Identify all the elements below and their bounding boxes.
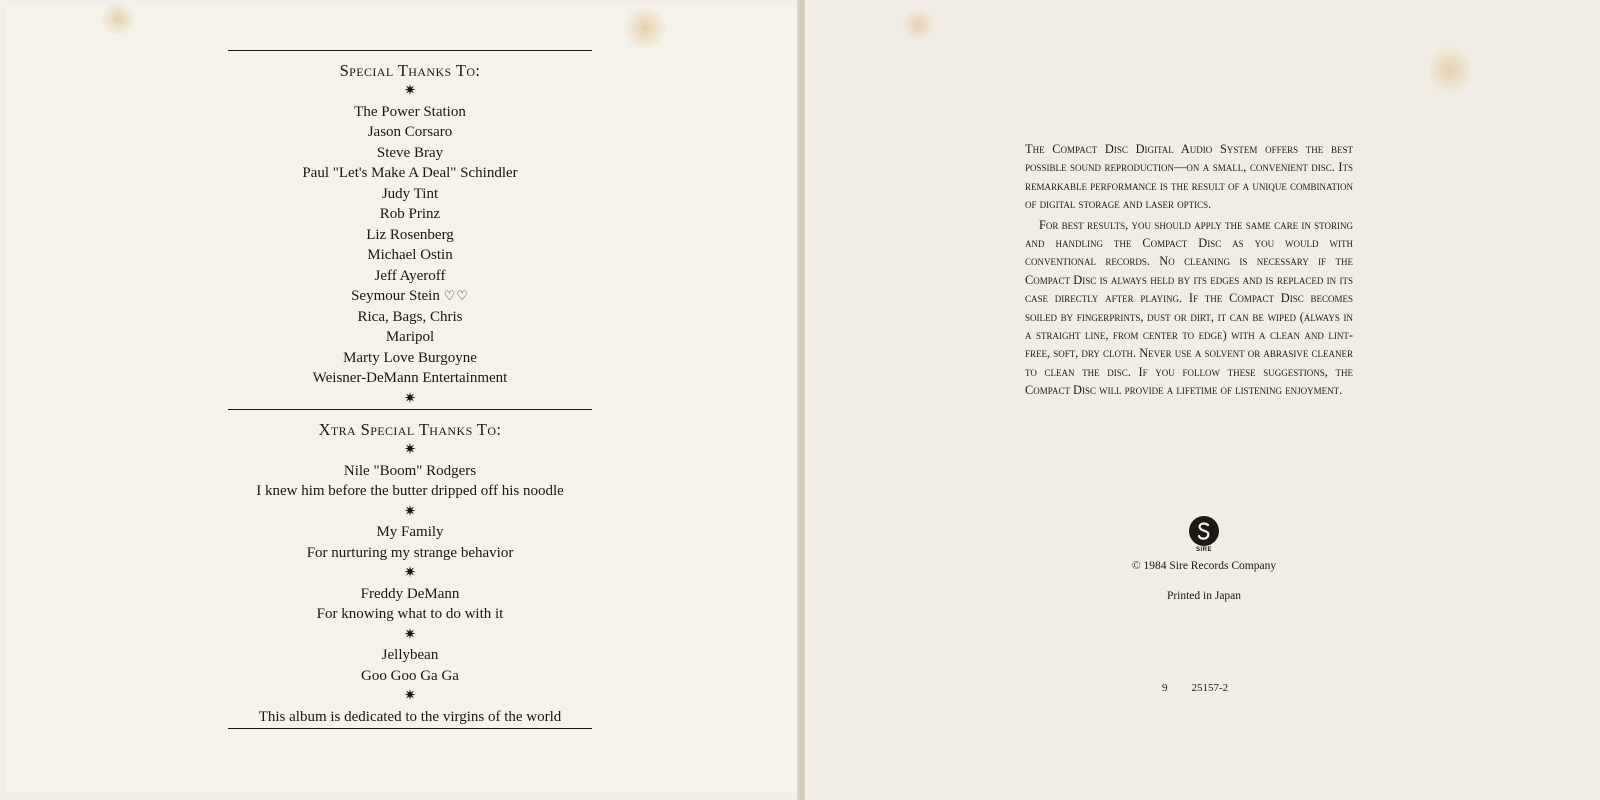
credit-name: Weisner-DeMann Entertainment bbox=[312, 370, 508, 386]
star-ornament: ✷ bbox=[403, 83, 417, 99]
sire-logo-icon bbox=[1189, 516, 1219, 546]
credit-name: Maripol bbox=[385, 329, 435, 345]
star-ornament: ✷ bbox=[403, 503, 417, 520]
xtra-credit-name: My Family bbox=[376, 524, 444, 540]
paper-stain bbox=[620, 8, 670, 48]
credit-name: Judy Tint bbox=[381, 185, 439, 202]
star-ornament: ✷ bbox=[403, 390, 417, 407]
credit-name: Paul "Let's Make A Deal" Schindler bbox=[302, 165, 518, 181]
special-thanks-heading: Special Thanks To: bbox=[339, 61, 481, 80]
credit-name: Jeff Ayeroff bbox=[374, 267, 446, 284]
notice-paragraph: The Compact Disc Digital Audio System offers the best possible sound reproduction—on a small, convenient disc. Its remarkable performance is the result of a unique combination of digital storage and laser optics. bbox=[1025, 142, 1353, 212]
credit-name: Jason Corsaro bbox=[367, 124, 453, 140]
catalog-number bbox=[1162, 682, 1228, 694]
paper-stain bbox=[98, 4, 138, 34]
star-ornament: ✷ bbox=[403, 442, 417, 458]
notice-paragraph: For best results, you should apply the same care in storing and handling the Compact Disc as you would with conventional records. No cleaning is necessary if the Compact Disc is always held by its edges and is replaced in its case directly after playing. If the Compact Disc becomes soiled by fingerprints, dust or dirt, it can be wiped (always in a straight line, from center to edge) with a clean and lint-free, soft, dry cloth. Never use a solvent or abrasive cleaner to clean the disc. If you follow these suggestions, the Compact Disc will provide a lifetime of listening enjoyment. bbox=[1025, 217, 1353, 398]
xtra-credit-name: Nile "Boom" Rodgers bbox=[343, 462, 477, 479]
top-rule bbox=[228, 50, 592, 51]
xtra-special-thanks-heading: Xtra Special Thanks To: bbox=[318, 420, 502, 439]
credit-name: Rica, Bags, Chris bbox=[357, 308, 463, 325]
compact-disc-notice bbox=[1025, 140, 1353, 400]
credit-name: Liz Rosenberg bbox=[366, 226, 454, 243]
catalog-prefix: 9 bbox=[1162, 682, 1168, 694]
credits-column bbox=[228, 50, 592, 729]
xtra-credit-note: For nurturing my strange behavior bbox=[306, 544, 514, 561]
credit-name: Marty Love Burgoyne bbox=[343, 349, 477, 366]
copyright-line: © 1984 Sire Records Company bbox=[1131, 560, 1277, 572]
sire-logo-label: SIRE bbox=[1195, 547, 1212, 553]
xtra-credit-name: Freddy DeMann bbox=[360, 585, 460, 602]
hearts-icon: ♡♡ bbox=[443, 288, 469, 303]
star-ornament: ✷ bbox=[403, 688, 417, 704]
bottom-rule bbox=[228, 728, 592, 729]
credit-name: The Power Station bbox=[354, 103, 466, 120]
xtra-credit-name: Jellybean bbox=[381, 647, 439, 663]
star-ornament: ✷ bbox=[403, 565, 417, 581]
dedication: This album is dedicated to the virgins of the world bbox=[258, 708, 562, 725]
catalog-code: 25157-2 bbox=[1191, 682, 1229, 694]
paper-stain bbox=[1430, 40, 1470, 100]
paper-stain bbox=[900, 10, 936, 40]
credit-name: Michael Ostin bbox=[367, 247, 453, 263]
credit-name: Rob Prinz bbox=[379, 206, 441, 222]
xtra-credit-note: Goo Goo Ga Ga bbox=[361, 667, 459, 684]
printed-in-line: Printed in Japan bbox=[1166, 590, 1242, 602]
credit-name-text: Seymour Stein bbox=[351, 288, 440, 304]
middle-rule bbox=[228, 409, 592, 410]
credit-name: Steve Bray bbox=[376, 144, 444, 161]
credit-name bbox=[228, 286, 592, 307]
xtra-credit-note: I knew him before the butter dripped off his noodle bbox=[256, 483, 564, 499]
star-ornament: ✷ bbox=[403, 626, 417, 643]
booklet-spine bbox=[797, 0, 805, 800]
xtra-credit-note: For knowing what to do with it bbox=[316, 606, 504, 622]
